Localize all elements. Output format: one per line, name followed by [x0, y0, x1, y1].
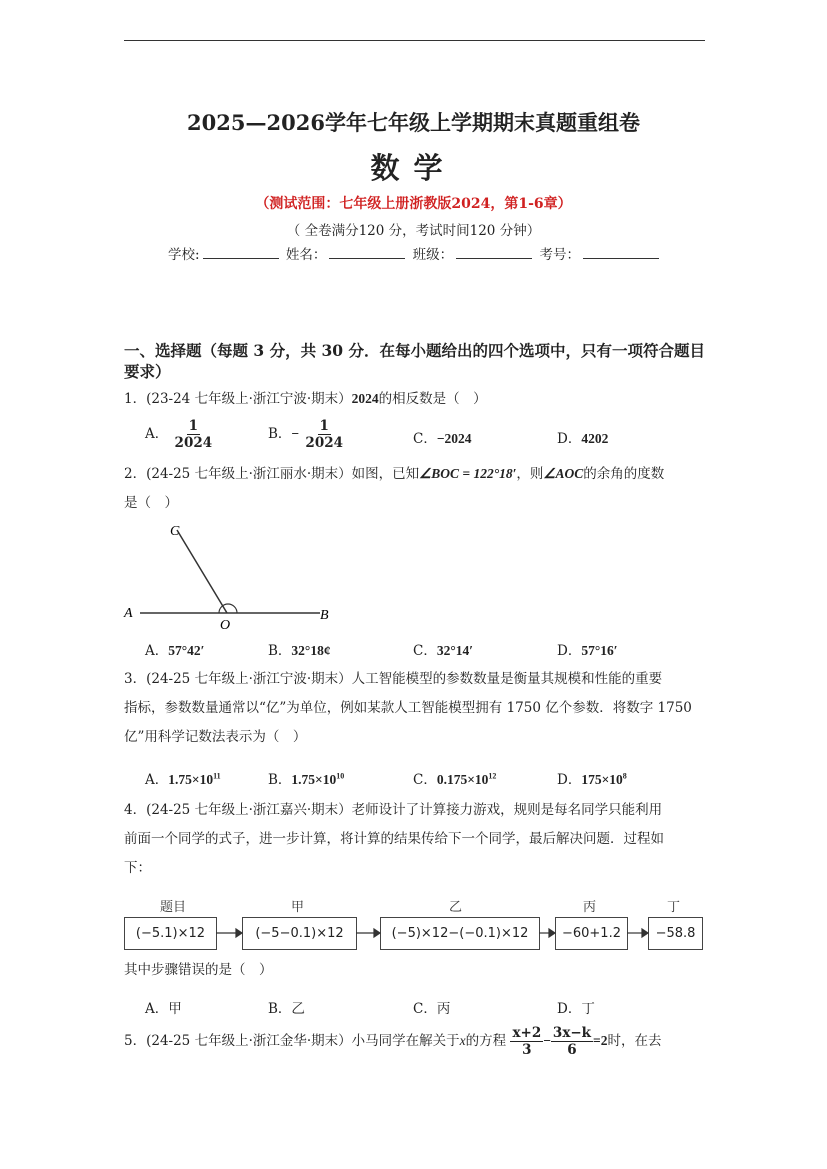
flow-box: (−5−0.1)×12 [242, 917, 357, 950]
q2-angle-boc: ∠BOC = 122°18′ [419, 466, 517, 481]
question-5 [124, 1025, 708, 1058]
q4-line2: 前面一个同学的式子，进一步计算，将计算的结果传给下一个同学，最后解决问题．过程如 [124, 831, 664, 847]
option-value: −2024 [436, 431, 472, 446]
test-range: （测试范围：七年级上册浙教版2024，第1-6章） [255, 196, 572, 212]
option-label: A． [145, 1001, 169, 1017]
q2-option-a[interactable] [145, 639, 204, 659]
school-blank[interactable] [203, 246, 279, 259]
q5-prefix: 5．(24-25 七年级上·浙江金华·期末）小马同学在解关于 [124, 1033, 460, 1049]
q2-option-b[interactable] [268, 639, 331, 659]
q4-line3: 下： [124, 860, 151, 876]
option-label: B． [268, 772, 292, 788]
numerator: 3x−k [552, 1025, 592, 1041]
q3-line2: 指标，参数数量通常以“亿”为单位，例如某款人工智能模型拥有 1750 亿个参数．将数字 1750 [124, 700, 692, 716]
question-4 [124, 796, 708, 883]
flow-box: (−5)×12−(−0.1)×12 [380, 917, 540, 950]
flow-label: 乙 [449, 900, 463, 915]
option-label: A． [145, 426, 169, 442]
q1-expr: 2024 [351, 391, 379, 406]
option-value: 丙 [436, 1001, 451, 1017]
flow-box: (−5.1)×12 [124, 917, 217, 950]
section-heading: 一、选择题（每题 3 分，共 30 分．在每小题给出的四个选项中，只有一项符合题目要求） [124, 341, 705, 381]
denominator: 2024 [305, 435, 343, 451]
q5-rhs: =2 [593, 1033, 608, 1048]
header-rule [124, 40, 705, 41]
option-label: B． [268, 643, 292, 659]
option-value: 32°18¢ [291, 643, 331, 658]
q2-option-c[interactable] [413, 639, 473, 659]
option-value: 乙 [291, 1001, 305, 1017]
option-label: A． [145, 772, 169, 788]
minus-sign: − [291, 426, 300, 441]
arrowhead-icon [374, 929, 380, 937]
label-a: A [124, 606, 133, 621]
q1-prefix: 1．(23-24 七年级上·浙江宁波·期末） [124, 391, 352, 407]
option-label: C． [413, 1001, 437, 1017]
option-label: D． [557, 643, 582, 659]
denominator: 6 [567, 1042, 577, 1058]
q1-option-c[interactable] [413, 427, 472, 447]
fraction [303, 418, 345, 451]
option-label: D． [557, 431, 582, 447]
student-info-fields [168, 243, 662, 263]
flow-label: 甲 [291, 900, 305, 915]
q4-line1: 4．(24-25 七年级上·浙江嘉兴·期末）老师设计了计算接力游戏，规则是每名同学只能利用 [124, 802, 663, 818]
flow-box: −58.8 [648, 917, 703, 950]
denominator: 2024 [174, 435, 213, 451]
option-value: 甲 [168, 1001, 182, 1017]
q3-line3: 亿”用科学记数法表示为（ ） [124, 729, 307, 745]
q4-option-d[interactable] [557, 997, 595, 1017]
numerator: 1 [188, 418, 199, 434]
option-label: D． [557, 1001, 582, 1017]
question-2 [124, 459, 708, 518]
option-base: 1.75×10 [291, 772, 337, 787]
paper-title: 2025—2026学年七年级上学期期末真题重组卷 [187, 110, 640, 135]
q4-question: 其中步骤错误的是（ ） [124, 962, 273, 978]
question-3 [124, 665, 708, 752]
option-value: 4202 [581, 431, 609, 446]
flow-label: 丁 [667, 900, 681, 915]
option-exponent: 12 [488, 771, 497, 781]
flow-arrows [0, 917, 827, 948]
q2-suffix: 的余角的度数 [583, 466, 665, 482]
option-value: 57°16′ [581, 643, 618, 658]
name-blank[interactable] [329, 246, 405, 259]
q3-line1: 3．(24-25 七年级上·浙江宁波·期末）人工智能模型的参数数量是衡量其规模和性能的重要 [124, 671, 663, 687]
option-label: C． [413, 643, 437, 659]
q4-option-a[interactable] [145, 997, 182, 1017]
arrowhead-icon [236, 929, 242, 937]
minus-sign: − [543, 1033, 551, 1048]
label-c: C [170, 524, 180, 539]
option-exponent: 10 [336, 771, 345, 781]
fraction [173, 418, 215, 451]
option-base: 1.75×10 [168, 772, 214, 787]
q5-suffix: 时，在去 [607, 1033, 662, 1049]
flow-label: 丙 [583, 900, 597, 915]
subject-title: 数学 [370, 151, 457, 185]
q4-option-b[interactable] [268, 997, 305, 1017]
q1-option-d[interactable] [557, 427, 608, 447]
q4-option-c[interactable] [413, 997, 450, 1017]
q5-fraction-1 [510, 1025, 543, 1058]
arrowhead-icon [549, 929, 555, 937]
exam-number-label: 考号： [539, 247, 580, 263]
angle-figure [120, 518, 350, 633]
q2-mid: ，则 [516, 466, 544, 482]
q2-option-d[interactable] [557, 639, 618, 659]
flow-label: 题目 [160, 900, 187, 915]
option-value: 丁 [581, 1001, 595, 1017]
option-label: C． [413, 772, 437, 788]
arrowhead-icon [642, 929, 648, 937]
q5-mid: 的方程 [465, 1033, 507, 1049]
option-label: A． [145, 643, 169, 659]
option-base: 175×10 [581, 772, 623, 787]
option-value: 32°14′ [436, 643, 474, 658]
q1-suffix: 的相反数是（ ） [378, 391, 487, 407]
option-label: D． [557, 772, 582, 788]
option-label: C． [413, 431, 437, 447]
q5-variable: x [459, 1033, 466, 1048]
q5-fraction-2 [551, 1025, 593, 1058]
q1-option-a[interactable] [145, 418, 214, 451]
numerator: x+2 [512, 1025, 542, 1041]
label-b: B [320, 608, 329, 623]
option-base: 0.175×10 [436, 772, 489, 787]
q2-prefix: 2．(24-25 七年级上·浙江丽水·期末）如图，已知 [124, 466, 420, 482]
name-label: 姓名： [285, 247, 327, 263]
score-info: （ 全卷满分120 分，考试时间120 分钟） [286, 223, 541, 239]
school-label: 学校: [168, 247, 200, 263]
q3-option-b[interactable] [268, 768, 344, 788]
label-o: O [220, 618, 231, 633]
q1-option-b[interactable] [268, 418, 345, 451]
ray-oc [177, 530, 227, 613]
option-exponent: 8 [622, 771, 627, 781]
class-label: 班级： [412, 247, 454, 263]
numerator: 1 [319, 418, 329, 434]
exam-number-blank[interactable] [583, 246, 659, 259]
q2-angle-aoc: ∠AOC [543, 466, 584, 481]
class-blank[interactable] [456, 246, 532, 259]
question-1 [124, 384, 708, 414]
option-exponent: 11 [213, 771, 221, 781]
q3-option-a[interactable] [145, 768, 221, 788]
denominator: 3 [522, 1042, 532, 1058]
option-label: B． [268, 1001, 292, 1017]
flow-box: −60+1.2 [555, 917, 628, 950]
q2-line2: 是（ ） [124, 495, 178, 511]
q3-option-c[interactable] [413, 768, 496, 788]
option-label: B． [268, 426, 292, 442]
q3-option-d[interactable] [557, 768, 627, 788]
option-value: 57°42′ [168, 643, 205, 658]
